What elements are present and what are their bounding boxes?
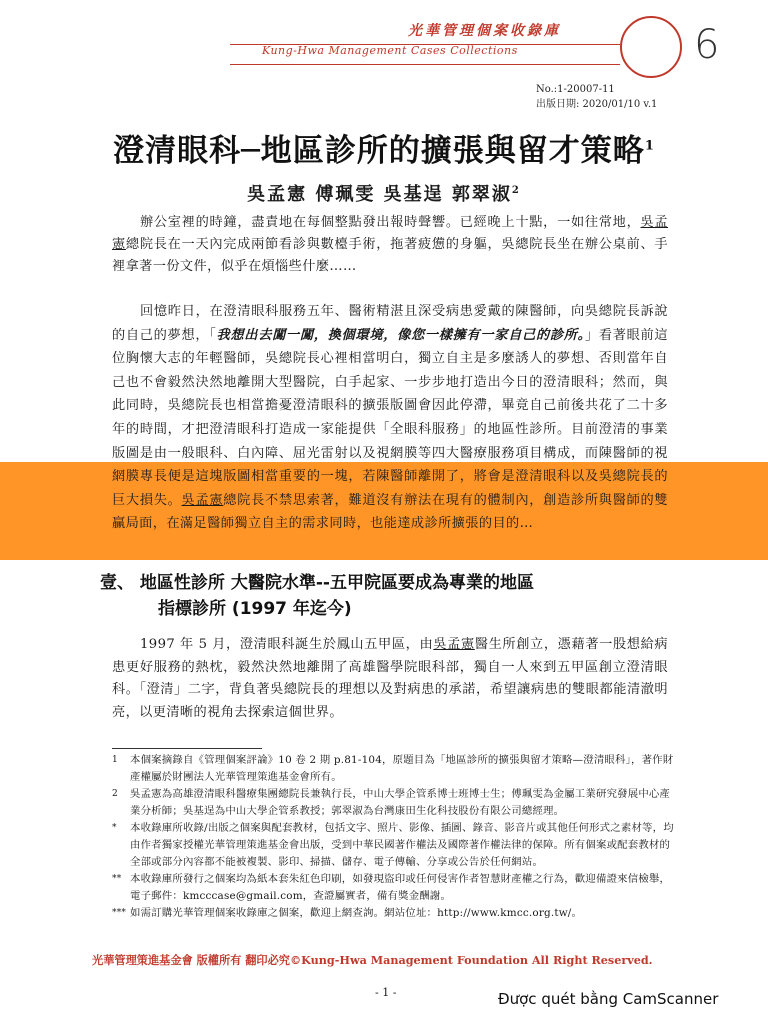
document-number: No.:1-20007-11 (536, 84, 615, 95)
footnote-text: 本收錄庫所發行之個案均為紙本套朱紅色印刷，如發現盜印或任何侵害作者智慧財產權之行為，歡迎備證來信檢舉，電子郵件：kmcccase@gmail.com，查證屬實者，備有獎金酬謝。 (130, 873, 671, 902)
header-rule-bottom (230, 64, 620, 65)
paragraph-intro (112, 212, 668, 278)
footnote-item (112, 786, 678, 820)
section-heading-line1: 壹、 地區性診所 大醫院水準--五甲院區要成為專業的地區 (100, 573, 534, 593)
para3-text-a: 1997 年 5 月，澄清眼科誕生於鳳山五甲區，由 (140, 637, 434, 652)
para2-text-b: 」看著眼前這位胸懷大志的年輕醫師，吳總院長心裡相當明白，獨立自主是多麼誘人的夢想、否則當年自己也不會毅然決然地離開大型醫院，白手起家、一步步地打造出今日的澄清眼科；然而，與此同時，吳總院長也相當擔憂澄清眼科的擴張版圖會因此停滯，畢竟自己前後共花了二十多年的時間，才把澄清眼科打造成一家能提供「全眼科服務」的地區性診所。目前澄清的事業版圖是由一般眼科、白內障、屈光雷射以及視網膜等四大醫療服務項目構成，而陳醫師的視網膜專長便是這塊版圖相當重要的一塊，若陳醫師離開了，將會是澄清眼科以及吳總院長的巨大損失。 (112, 327, 669, 508)
para3-text-b: 醫生所創立，憑藉著一股想給病患更好服務的熱枕，毅然決然地離開了高雄醫學院眼科部，獨自一人來到五甲區創立澄清眼科。「澄清」二字，背負著吳總院長的理想以及對病患的承諾，希望讓病患的雙眼都能清澈明亮，以更清晰的視角去探索這個世界。 (112, 637, 668, 720)
footnote-mark: *** (112, 908, 127, 918)
footnote-text: 本個案摘錄自《管理個案評論》10 卷 2 期 p.81-104，原題目為「地區診所的擴張與留才策略—澄清眼科」，著作財產權屬於財團法人光華管理策進基金會所有。 (130, 754, 674, 783)
copyright-notice: 光華管理策進基金會 版權所有 翻印必究©Kung-Hwa Management Foundation All Right Reserved. (92, 953, 653, 967)
handwritten-circle (620, 16, 682, 78)
para1-text-b: 總院長在一天內完成兩節看診與數檯手術，拖著疲憊的身軀，吳總院長坐在辦公桌前、手裡拿著一份文件，似乎在煩惱些什麼…… (112, 237, 668, 274)
handwritten-number: 6 (694, 22, 720, 68)
section-heading (100, 570, 680, 622)
author-line (0, 180, 768, 206)
authors-text: 吳孟憲 傅珮雯 吳基逞 郭翠淑 (247, 184, 512, 205)
collection-title-en: Kung-Hwa Management Cases Collections (262, 44, 518, 57)
authors-footnote-mark: 2 (511, 185, 521, 196)
footnote-mark: ** (112, 874, 122, 884)
paragraph-founding (112, 634, 668, 724)
footnote-mark: 2 (112, 789, 118, 799)
footnote-item (112, 752, 678, 786)
publish-date: 出版日期: 2020/01/10 v.1 (536, 99, 658, 110)
footnote-mark: * (112, 823, 117, 833)
footnote-text: 本收錄庫所收錄/出版之個案與配套教材，包括文字、照片、影像、插圖、錄音、影音片或其他任何形式之素材等，均由作者獨家授權光華管理策進基金會出版，受到中華民國著作權法及國際著作權法律的保障。所有個案或配套教材的全部或部分內容都不能被複製、影印、掃描、儲存、電子傳輸、分享或公告於任何網站。 (130, 822, 674, 868)
case-title (0, 125, 768, 170)
page-number: - 1 - (375, 986, 397, 999)
footnote-item (112, 820, 678, 871)
scanner-watermark: Được quét bằng CamScanner (498, 990, 719, 1008)
para2-text-a: 回憶昨日，在澄清眼科服務五年、醫術精湛且深受病患愛戴的陳醫師，向吳總院長訴說的自己的夢想，「 (112, 304, 668, 343)
section-heading-line2: 指標診所 (1997 年迄今) (158, 599, 352, 619)
collection-title-cn: 光華管理個案收錄庫 (408, 23, 561, 39)
document-meta (536, 82, 657, 112)
doctor-quote: 我想出去闖一闖，換個環境，像您一樣擁有一家自己的診所。 (216, 327, 585, 343)
footnote-text: 如需訂購光華管理個案收錄庫之個案，歡迎上網查詢。網站位址：http://www.kmcc.org.tw/。 (130, 907, 583, 919)
footnote-rule (112, 748, 262, 749)
footnote-item (112, 871, 678, 905)
para1-text-a: 辦公室裡的時鐘，盡責地在每個整點發出報時聲響。已經晚上十點，一如往常地， (140, 215, 641, 230)
footnote-text: 吳孟憲為高雄澄清眼科醫療集團總院長兼執行長，中山大學企管系博士班博士生；傅珮雯為金屬工業研究發展中心產業分析師；吳基逞為中山大學企管系教授；郭翠淑為台灣康田生化科技股份有限公司總經理。 (130, 788, 671, 817)
footnotes (112, 752, 678, 922)
title-footnote-mark: 1 (644, 138, 655, 154)
footnote-mark: 1 (112, 755, 118, 765)
footnote-item (112, 905, 678, 922)
para3-name: 吳孟憲 (433, 637, 475, 652)
case-title-text: 澄清眼科─地區診所的擴張與留才策略 (113, 133, 645, 169)
para2-name: 吳孟憲 (181, 492, 224, 508)
paragraph-recollection (112, 300, 668, 536)
para1-name: 吳孟憲 (112, 215, 668, 252)
para2-text-c: 總院長不禁思索著，難道沒有辦法在現有的體制內，創造診所與醫師的雙贏局面，在滿足醫師獨立自主的需求同時，也能達成診所擴張的目的… (112, 492, 669, 532)
